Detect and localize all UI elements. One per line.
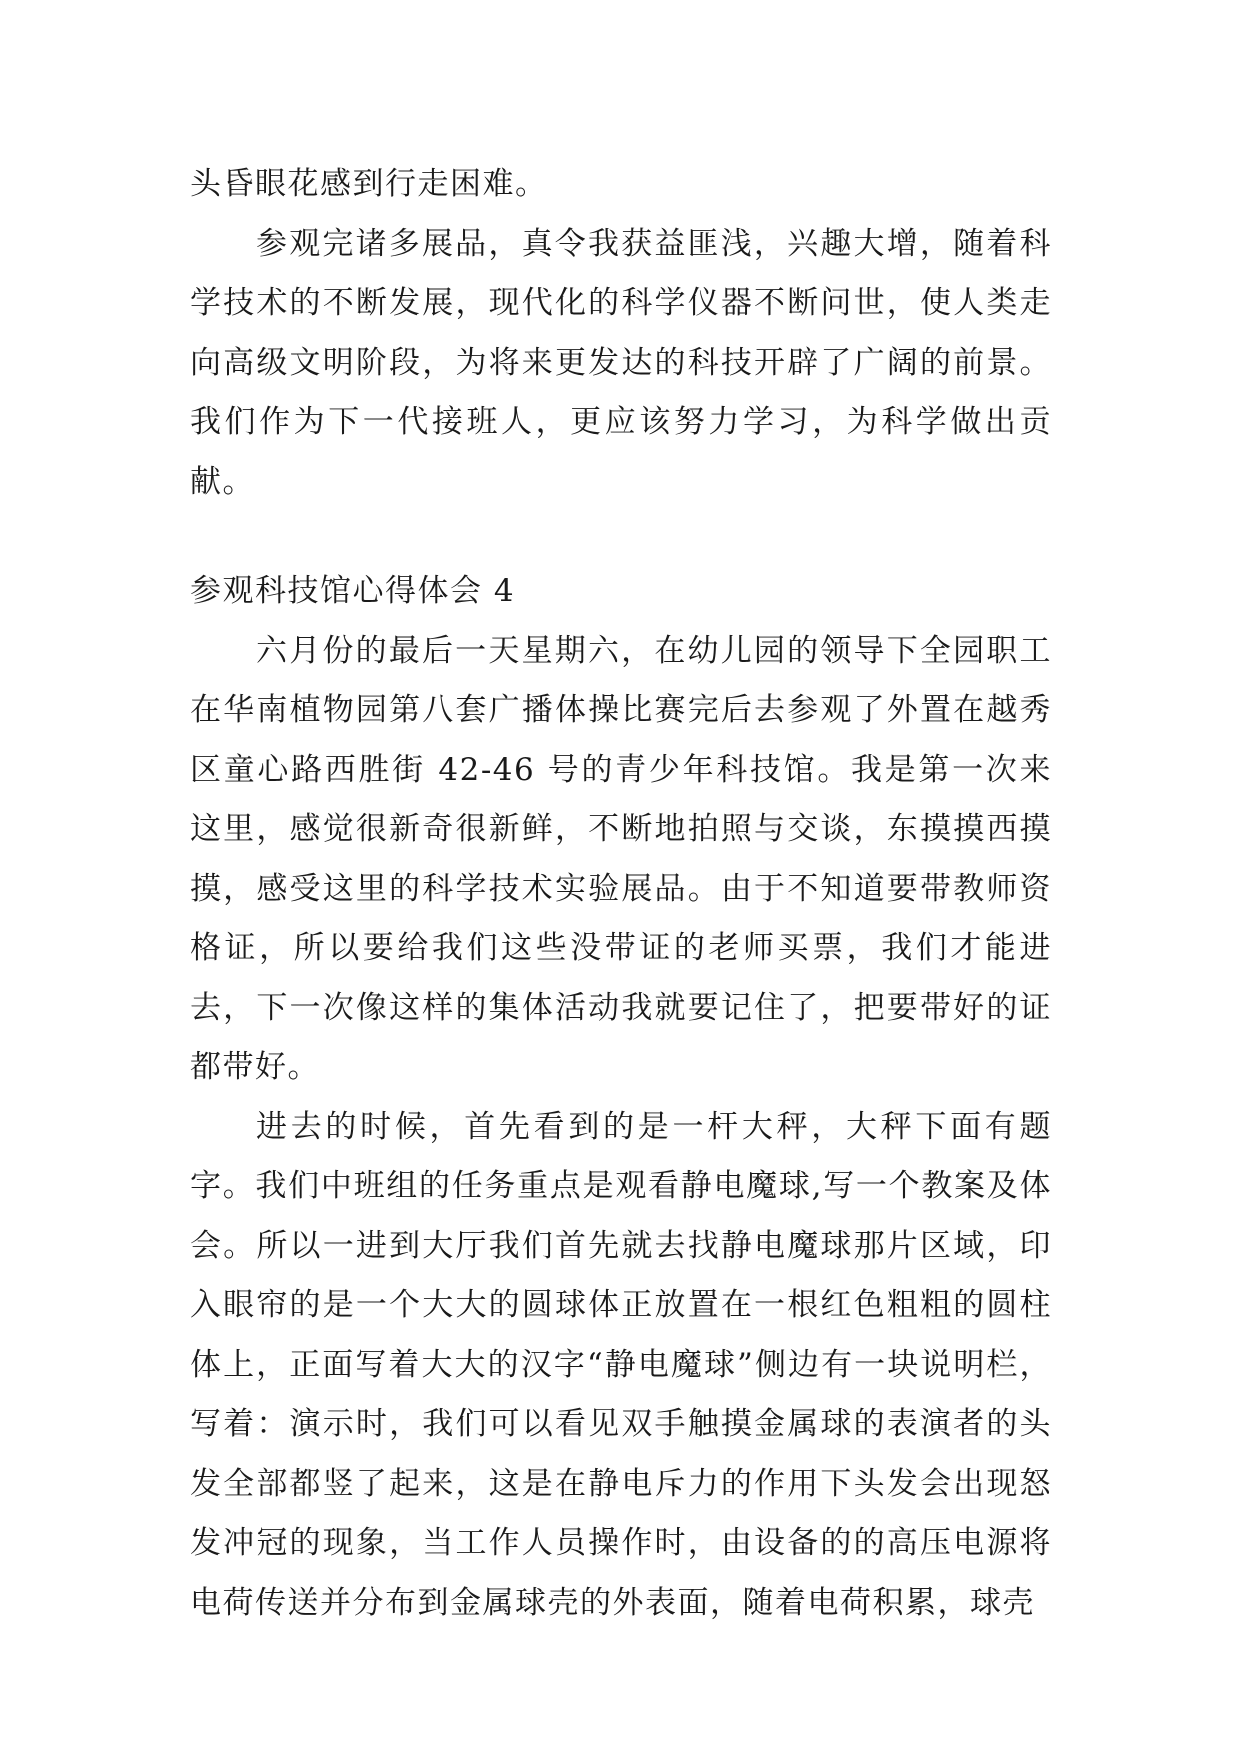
paragraph-visit-intro: 六月份的最后一天星期六，在幼儿园的领导下全园职工在华南植物园第八套广播体操比赛完后去参观了外置在越秀区童心路西胜街 42-46 号的青少年科技馆。我是第一次来这里，感觉很新奇很新鲜，不断地拍照与交谈，东摸摸西摸摸，感受这里的科学技术实验展品。由于不知道要带教师资格证，所以要给我们这些没带证的老师买票，我们才能进去，下一次像这样的集体活动我就要记住了，把要带好的证都带好。 <box>190 632 1052 1085</box>
paragraph-static-ball: 进去的时候，首先看到的是一杆大秤，大秤下面有题字。我们中班组的任务重点是观看静电魔球,写一个教案及体会。所以一进到大厅我们首先就去找静电魔球那片区域，印入眼帘的是一个大大的圆球体正放置在一根红色粗粗的圆柱体上，正面写着大大的汉字“静电魔球”侧边有一块说明栏，写着：演示时，我们可以看见双手触摸金属球的表演者的头发全部都竖了起来，这是在静电斥力的作用下头发会出现怒发冲冠的现象，当工作人员操作时，由设备的的高压电源将电荷传送并分布到金属球壳的外表面，随着电荷积累，球壳 <box>190 1108 1052 1621</box>
paragraph-continuation: 头昏眼花感到行走困难。 <box>190 166 548 202</box>
document-body <box>190 155 1052 1633</box>
paragraph-conclusion: 参观完诸多展品，真令我获益匪浅，兴趣大增，随着科学技术的不断发展，现代化的科学仪器不断问世，使人类走向高级文明阶段，为将来更发达的科技开辟了广阔的前景。我们作为下一代接班人，更应该努力学习，为科学做出贡献。 <box>190 225 1052 500</box>
section-heading: 参观科技馆心得体会 4 <box>190 573 516 609</box>
